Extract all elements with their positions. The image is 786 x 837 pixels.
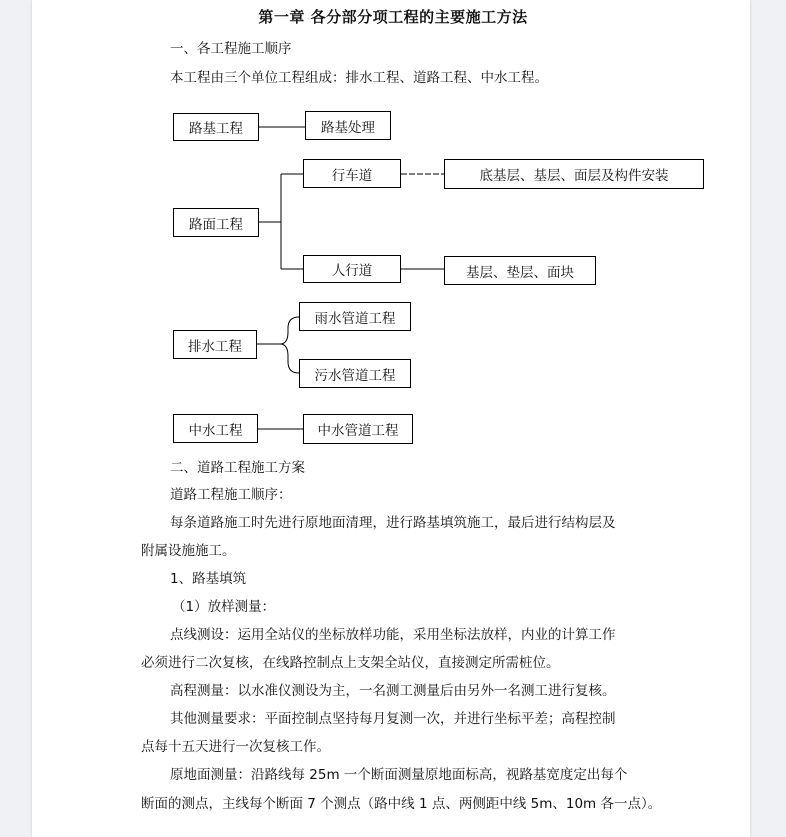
sewage-pipe-box: 污水管道工程 <box>299 359 411 388</box>
point-survey-line-1: 点线测设：运用全站仪的坐标放样功能，采用坐标法放样，内业的计算工作 <box>170 627 616 643</box>
ground-survey-line-1: 原地面测量：沿路线每 25m 一个断面测量原地面标高，视路基宽度定出每个 <box>170 767 628 783</box>
reclaimed-pipe-box: 中水管道工程 <box>303 414 413 444</box>
road-sequence-line-2: 附属设施施工。 <box>141 543 236 559</box>
subgrade-box: 路基工程 <box>173 113 259 141</box>
other-survey-line-2: 点每十五天进行一次复核工作。 <box>141 739 330 755</box>
storm-pipe-box: 雨水管道工程 <box>299 302 411 331</box>
intro-paragraph: 本工程由三个单位工程组成：排水工程、道路工程、中水工程。 <box>170 70 548 86</box>
ground-survey-line-2: 断面的测点，主线每个断面 7 个测点（路中线 1 点、两侧距中线 5m、10m 各一点）。 <box>141 796 662 812</box>
elevation-survey-line: 高程测量：以水准仪测设为主，一名测工测量后由另外一名测工进行复核。 <box>170 683 616 699</box>
carriageway-box: 行车道 <box>303 159 401 188</box>
road-sequence-line-1: 每条道路施工时先进行原地面清理，进行路基填筑施工，最后进行结构层及 <box>170 515 616 531</box>
section-heading-2: 二、道路工程施工方案 <box>170 460 305 476</box>
road-sequence-title: 道路工程施工顺序： <box>170 487 292 503</box>
drainage-box: 排水工程 <box>173 330 257 359</box>
sidewalk-layers-box: 基层、垫层、面块 <box>444 256 596 285</box>
carriageway-layers-box: 底基层、基层、面层及构件安装 <box>444 159 704 189</box>
section-heading-1: 一、各工程施工顺序 <box>170 41 292 57</box>
reclaimed-box: 中水工程 <box>173 414 258 443</box>
point-survey-line-2: 必须进行二次复核，在线路控制点上支架全站仪，直接测定所需桩位。 <box>141 655 560 671</box>
survey-heading: （1）放样测量： <box>172 599 276 615</box>
pavement-box: 路面工程 <box>173 208 259 237</box>
other-survey-line-1: 其他测量要求：平面控制点坚持每月复测一次，并进行坐标平差；高程控制 <box>170 711 616 727</box>
subsection-heading-1: 1、路基填筑 <box>170 571 247 587</box>
sidewalk-box: 人行道 <box>303 255 401 283</box>
chapter-title: 第一章 各分部分项工程的主要施工方法 <box>258 8 528 26</box>
subgrade-treatment-box: 路基处理 <box>305 111 391 140</box>
